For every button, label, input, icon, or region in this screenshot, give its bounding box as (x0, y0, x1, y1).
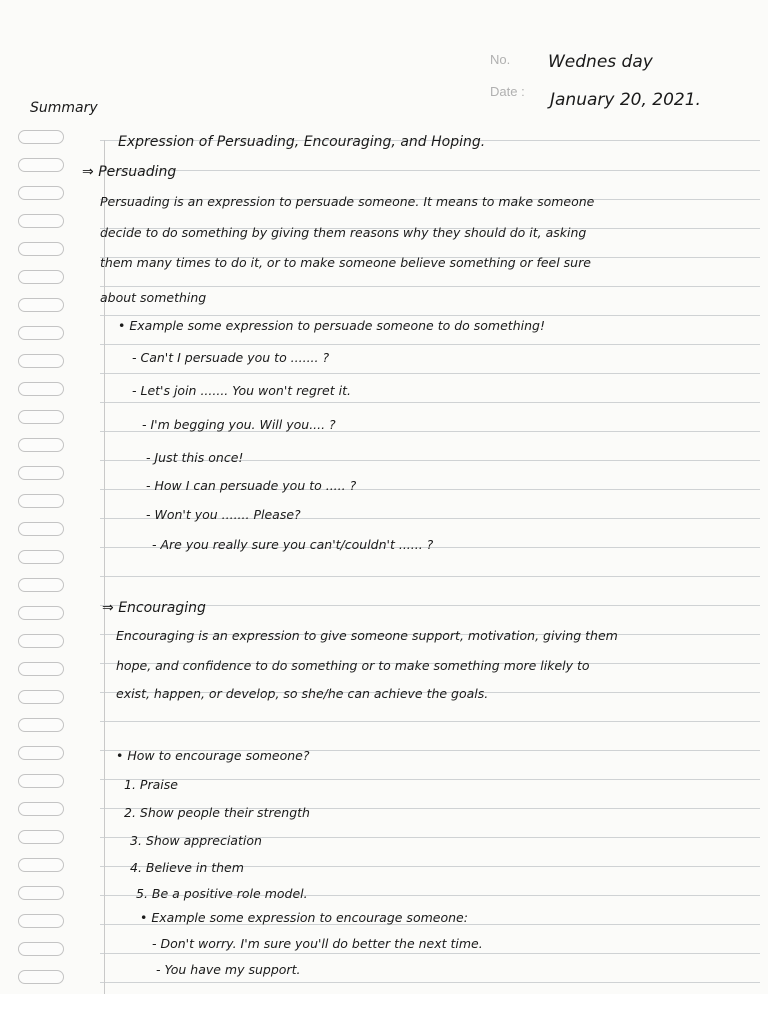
ruled-line (100, 315, 760, 316)
encouraging-step: 4. Believe in them (130, 860, 244, 875)
encouraging-example: - You have my support. (156, 962, 301, 977)
binding-ring (18, 494, 64, 508)
binding-ring (18, 802, 64, 816)
binding-ring (18, 270, 64, 284)
binding-ring (18, 606, 64, 620)
binding-ring (18, 662, 64, 676)
persuading-heading-text: Persuading (98, 164, 177, 180)
encouraging-heading-text: Encouraging (118, 600, 206, 616)
binding-ring (18, 522, 64, 536)
persuading-example-heading-text: Example some expression to persuade someone to do something! (129, 318, 545, 333)
summary-label: Summary (30, 100, 98, 116)
ruled-line (100, 170, 760, 171)
bullet-icon: • (116, 748, 128, 763)
ruled-line (100, 779, 760, 780)
binding-ring (18, 634, 64, 648)
no-label: No. (490, 52, 511, 67)
page-title: Expression of Persuading, Encouraging, and Hoping. (118, 134, 486, 150)
bullet-icon: • (140, 910, 152, 925)
binding-ring (18, 130, 64, 144)
binding-ring (18, 718, 64, 732)
encouraging-heading (102, 600, 206, 616)
binding-ring (18, 382, 64, 396)
bullet-icon: • (118, 318, 130, 333)
page-bottom-margin (0, 994, 768, 1024)
ruled-line (100, 373, 760, 374)
encouraging-definition-line: hope, and confidence to do something or to make something more likely to (116, 658, 590, 673)
binding-ring (18, 690, 64, 704)
binding-ring (18, 214, 64, 228)
binding-ring (18, 354, 64, 368)
binding-ring (18, 158, 64, 172)
date-label: Date : (490, 84, 525, 99)
binding-ring (18, 578, 64, 592)
arrow-bullet-icon: ⇒ (82, 164, 99, 180)
day-text: Wednes day (548, 52, 653, 72)
ruled-line (100, 953, 760, 954)
persuading-example: - Just this once! (146, 450, 244, 465)
ruled-line (100, 721, 760, 722)
binding-ring (18, 774, 64, 788)
binding-ring (18, 830, 64, 844)
arrow-bullet-icon: ⇒ (102, 600, 119, 616)
ruled-line (100, 576, 760, 577)
binding-ring (18, 970, 64, 984)
persuading-example: - Let's join ....... You won't regret it. (132, 383, 351, 398)
binding-ring (18, 242, 64, 256)
encouraging-step: 1. Praise (124, 777, 178, 792)
persuading-example: - Won't you ....... Please? (146, 507, 301, 522)
binding-ring (18, 886, 64, 900)
persuading-example: - Are you really sure you can't/couldn't ...... ? (152, 537, 434, 552)
ruled-line (100, 402, 760, 403)
binding-ring (18, 298, 64, 312)
encouraging-how-heading (116, 748, 310, 763)
encouraging-definition-line: Encouraging is an expression to give someone support, motivation, giving them (116, 628, 618, 643)
persuading-definition-line: them many times to do it, or to make someone believe something or feel sure (100, 255, 591, 270)
binding-ring (18, 186, 64, 200)
binding-ring (18, 858, 64, 872)
persuading-definition-line: Persuading is an expression to persuade someone. It means to make someone (100, 194, 595, 209)
binding-ring (18, 942, 64, 956)
encouraging-example-heading-text: Example some expression to encourage someone: (151, 910, 468, 925)
date-text: January 20, 2021. (550, 90, 701, 110)
binding-ring (18, 326, 64, 340)
encouraging-step: 3. Show appreciation (130, 833, 262, 848)
persuading-heading (82, 164, 176, 180)
persuading-example: - How I can persuade you to ..... ? (146, 478, 357, 493)
binding-ring (18, 466, 64, 480)
binding-ring (18, 410, 64, 424)
persuading-definition-line: decide to do something by giving them reasons why they should do it, asking (100, 225, 587, 240)
binding-ring (18, 550, 64, 564)
binding-ring (18, 914, 64, 928)
ruled-line (100, 344, 760, 345)
persuading-example-heading (118, 318, 545, 333)
encouraging-example: - Don't worry. I'm sure you'll do better the next time. (152, 936, 483, 951)
encouraging-step: 5. Be a positive role model. (136, 886, 308, 901)
persuading-example: - I'm begging you. Will you.... ? (142, 417, 336, 432)
encouraging-step: 2. Show people their strength (124, 805, 310, 820)
persuading-example: - Can't I persuade you to ....... ? (132, 350, 330, 365)
ruled-line (100, 982, 760, 983)
persuading-definition-line: about something (100, 290, 207, 305)
binding-ring (18, 746, 64, 760)
ruled-line (100, 286, 760, 287)
encouraging-definition-line: exist, happen, or develop, so she/he can achieve the goals. (116, 686, 489, 701)
binding-ring (18, 438, 64, 452)
encouraging-how-heading-text: How to encourage someone? (127, 748, 310, 763)
encouraging-example-heading (140, 910, 468, 925)
